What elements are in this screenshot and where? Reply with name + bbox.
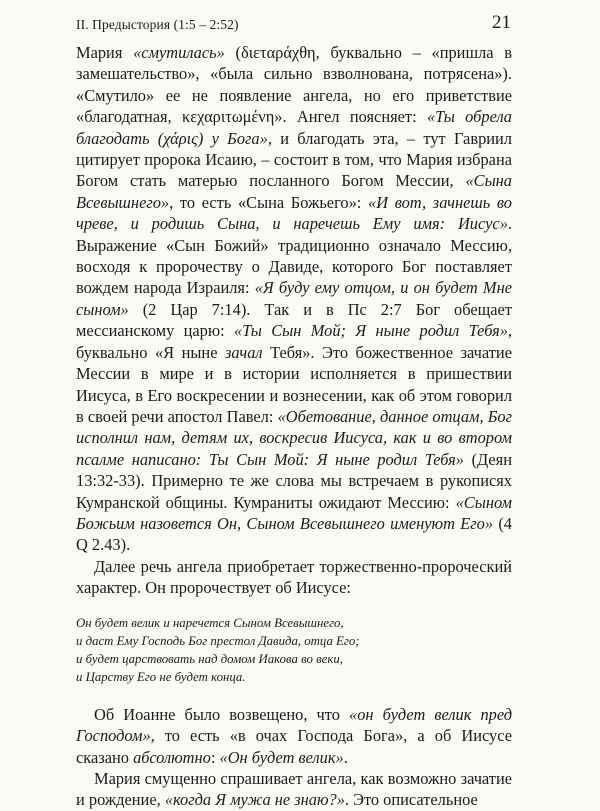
running-head: II. Предыстория (1:5 – 2:52) (76, 17, 239, 32)
text-run: . (343, 747, 348, 767)
italic-text: «смутилась» (133, 43, 225, 62)
italic-text: абсолютно (133, 747, 211, 767)
text-run: Мария (76, 43, 134, 62)
text-run: . Выражение «Сын Божий» традиционно означало Мессию, восходя к пророчеству о Давиде, которого Бог поставляет вождем народа Израиля: (76, 214, 512, 298)
italic-text: «Сыном Божьим назовется Он, Сыном Всевышнего именуют Его» (76, 492, 512, 533)
quote-line: и даст Ему Господь Бог престол Давида, отца Его; (76, 633, 360, 648)
text-run: , и благодать эта, – тут Гавриил цитирует пророка Исаию, – состоит в том, что Мария избрана Богом стать матерью посланного Богом Мессии, (76, 128, 512, 191)
text-run: , то есть «в очах Господа Бога», а об Иисусе сказано (76, 726, 512, 767)
italic-text: «Ты обрела благодать (χάρις) у Бога» (76, 107, 512, 148)
italic-text: «Сына Всевышнего» (76, 171, 512, 212)
italic-text: «когда Я мужа не знаю?» (164, 790, 345, 810)
italic-text: «Он будет велик» (219, 747, 344, 767)
text-run: . Это описательное (344, 790, 478, 810)
text-run: (Деян 13:32-33). Примерно те же слова мы встречаем в рукописях Кумранской общины. Кумраниты ожидают Мессию: (76, 449, 512, 512)
text-run: Об Иоанне было возвещено, что (94, 704, 350, 724)
page-header (76, 12, 511, 36)
text-run: , то есть «Сына Божьего»: (169, 192, 369, 212)
text-run: : (210, 747, 220, 767)
text-run: (διεταράχθη, буквально – «пришла в замешательство», «была сильно взволнована, потрясена»). «Смутило» ее не появление ангела, но его приветствие «благодатная, κεχαριτωμένη». Ангел поясняет: (76, 43, 512, 127)
text-run: (4 Q 2.43). (76, 513, 512, 555)
quote-line: и Царству Его не будет конца. (76, 670, 246, 685)
paragraph-mary-asks (76, 768, 512, 811)
italic-text: «он будет велик пред Господом» (76, 704, 512, 746)
text-run: Тебя». Это божественное зачатие Мессии в мире и в истории исполняется в пришествии Иисуса, в Его воскресении и вознесении, как об этом говорил в своей речи апостол Павел: (76, 342, 512, 426)
page-body (76, 42, 512, 811)
text-run: (2 Цар 7:14). Так и в Пс 2:7 Бог обещает мессианскому царю: (76, 299, 512, 341)
prophecy-quote (76, 614, 512, 687)
italic-text: зачал (225, 342, 263, 362)
italic-text: «Я буду ему отцом, и он будет Мне сыном» (76, 278, 512, 319)
text-run: Далее речь ангела приобретает торжественно-пророческий характер. Он пророчествует об Иисусе: (76, 556, 512, 598)
text-run: , буквально «Я ныне (76, 321, 513, 362)
paragraph-mary-confused (76, 42, 512, 556)
text-run: Мария смущенно спрашивает ангела, как возможно зачатие и рождение, (76, 768, 512, 810)
italic-text: «И вот, зачнешь во чреве, и родишь Сына, и наречешь Ему имя: Иисус» (76, 192, 512, 234)
paragraph-angel-prophesies (76, 556, 512, 599)
page-number: 21 (492, 12, 511, 33)
quote-line: Он будет велик и наречется Сыном Всевышнего, (76, 615, 344, 630)
paragraph-john-vs-jesus (76, 704, 512, 768)
quote-line: и будет царствовать над домом Иакова во веки, (76, 652, 343, 667)
italic-text: «Ты Сын Мой; Я ныне родил Тебя» (234, 321, 508, 341)
italic-text: «Обетование, данное отцам, Бог исполнил нам, детям их, воскресив Иисуса, как и во втором псалме написано: Ты Сын Мой: Я ныне родил Тебя» (76, 406, 512, 469)
